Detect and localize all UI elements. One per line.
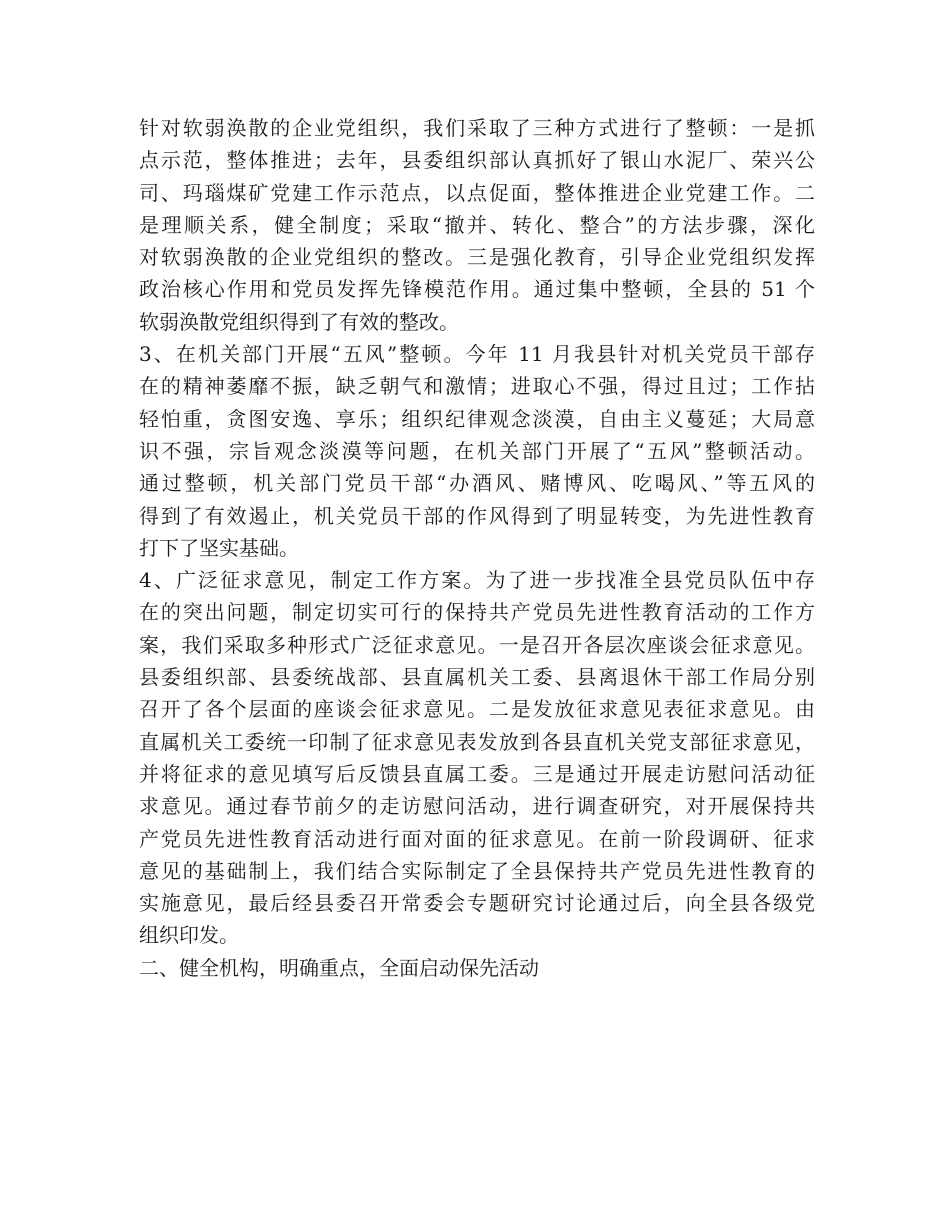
text-line: 针对软弱涣散的企业党组织，我们采取了三种方式进行了整顿：一是抓 — [139, 116, 815, 140]
text-line: 产党员先进性教育活动进行面对面的征求意见。在前一阶段调研、征求 — [139, 826, 815, 851]
text-line: 3、在机关部门开展“五风”整顿。今年 11 月我县针对机关党员干部存 — [139, 342, 815, 367]
text-line: 通过整顿，机关部门党员干部“办酒风、赌博风、吃喝风、”等五风的 — [139, 471, 815, 496]
text-line: 打下了坚实基础。 — [139, 535, 299, 560]
text-line: 软弱涣散党组织得到了有效的整改。 — [139, 309, 459, 334]
text-line: 意见的基础制上，我们结合实际制定了全县保持共产党员先进性教育的 — [139, 858, 815, 883]
text-line: 并将征求的意见填写后反馈县直属工委。三是通过开展走访慰问活动征 — [139, 761, 815, 786]
text-line: 组织印发。 — [139, 923, 239, 948]
text-line: 实施意见，最后经县委召开常委会专题研究讨论通过后，向全县各级党 — [139, 891, 815, 916]
text-line: 是理顺关系，健全制度；采取“撤并、转化、整合”的方法步骤，深化 — [139, 212, 815, 237]
text-line: 二、健全机构，明确重点，全面启动保先活动 — [139, 955, 539, 980]
text-line: 对软弱涣散的企业党组织的整改。三是强化教育，引导企业党组织发挥 — [139, 245, 815, 270]
text-line: 得到了有效遏止，机关党员干部的作风得到了明显转变，为先进性教育 — [139, 503, 815, 528]
text-line: 求意见。通过春节前夕的走访慰问活动，进行调查研究，对开展保持共 — [139, 794, 815, 819]
text-line: 司、玛瑙煤矿党建工作示范点，以点促面，整体推进企业党建工作。二 — [139, 180, 815, 205]
text-line: 在的突出问题，制定切实可行的保持共产党员先进性教育活动的工作方 — [139, 600, 815, 625]
text-line: 轻怕重，贪图安逸、享乐；组织纪律观念淡漠，自由主义蔓延；大局意 — [139, 406, 815, 431]
document-body — [139, 112, 815, 984]
text-line: 政治核心作用和党员发挥先锋模范作用。通过集中整顿，全县的 51 个 — [139, 277, 815, 302]
text-line: 识不强，宗旨观念淡漠等问题，在机关部门开展了“五风”整顿活动。 — [139, 438, 815, 463]
text-line: 案，我们采取多种形式广泛征求意见。一是召开各层次座谈会征求意见。 — [139, 632, 815, 657]
text-line: 4、广泛征求意见，制定工作方案。为了进一步找准全县党员队伍中存 — [139, 568, 815, 593]
text-line: 点示范，整体推进；去年，县委组织部认真抓好了银山水泥厂、荣兴公 — [139, 148, 815, 173]
text-line: 召开了各个层面的座谈会征求意见。二是发放征求意见表征求意见。由 — [139, 697, 815, 722]
text-line: 在的精神萎靡不振，缺乏朝气和激情；进取心不强，得过且过；工作拈 — [139, 374, 815, 399]
text-line: 直属机关工委统一印制了征求意见表发放到各县直机关党支部征求意见， — [139, 729, 815, 754]
text-line: 县委组织部、县委统战部、县直属机关工委、县离退休干部工作局分别 — [139, 665, 815, 690]
